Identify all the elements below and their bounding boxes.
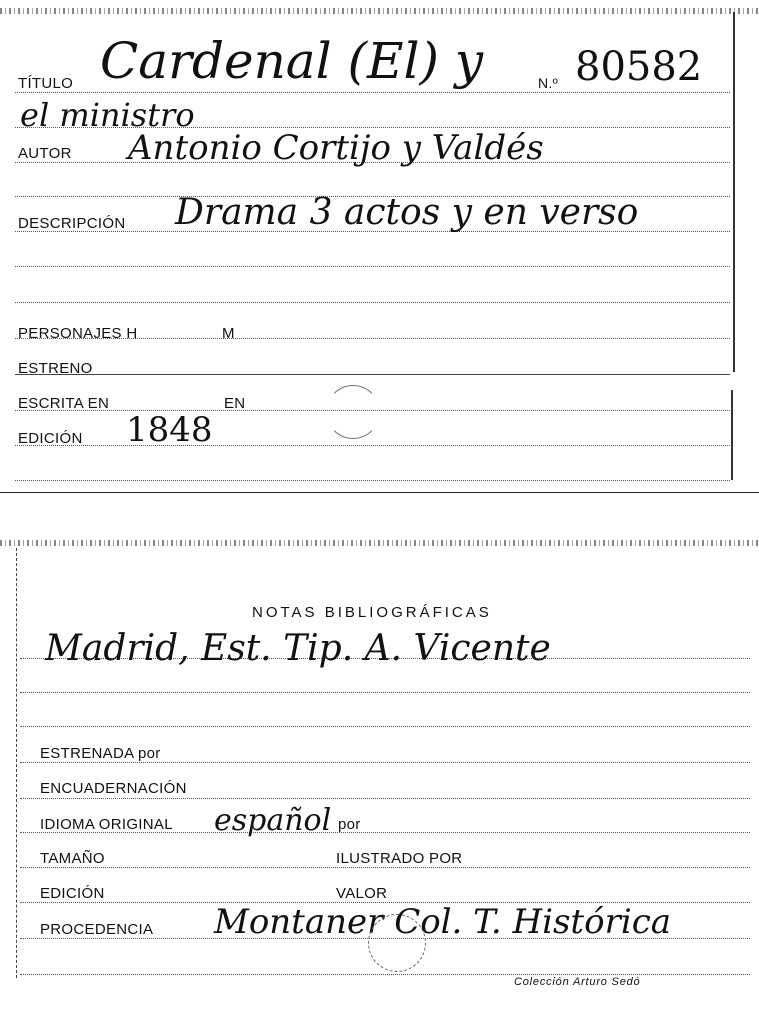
notas-value: Madrid, Est. Tip. A. Vicente (45, 628, 551, 669)
card-top-edge (0, 8, 759, 14)
procedencia-label: PROCEDENCIA (40, 921, 154, 938)
punch-hole (368, 914, 426, 972)
notas-title: NOTAS BIBLIOGRÁFICAS (252, 604, 492, 621)
procedencia-value: Montaner Col. T. Histórica (214, 902, 672, 942)
rule-line (20, 762, 750, 763)
rule-line (20, 692, 750, 693)
edicion-value: 1848 (126, 410, 213, 450)
rule-line (15, 374, 730, 375)
ilustrado-label: ILUSTRADO POR (336, 850, 463, 867)
card-left-border (16, 548, 17, 978)
numero-value: 80582 (575, 44, 703, 90)
titulo-value: Cardenal (El) y (100, 32, 484, 90)
personajes-m-label: M (222, 325, 235, 342)
card-right-border-lower (731, 390, 733, 480)
tamano-label: TAMAÑO (40, 850, 105, 867)
catalog-card-front (0, 0, 759, 490)
descripcion-value: Drama 3 actos y en verso (175, 192, 639, 233)
edicion-label: EDICIÓN (18, 430, 83, 447)
personajes-label: PERSONAJES H (18, 325, 138, 342)
rule-line (20, 974, 750, 975)
rule-line (20, 726, 750, 727)
card-right-border (733, 12, 735, 372)
card-separator (0, 492, 759, 493)
rule-line (20, 867, 750, 868)
edicion-label: EDICIÓN (40, 885, 105, 902)
escrita-en-place-label: EN (224, 395, 246, 412)
rule-line (15, 302, 730, 303)
autor-value: Antonio Cortijo y Valdés (128, 128, 544, 168)
rule-line (15, 445, 730, 446)
valor-label: VALOR (336, 885, 388, 902)
escrita-en-label: ESCRITA EN (18, 395, 110, 412)
encuadernacion-label: ENCUADERNACIÓN (40, 780, 187, 797)
collection-credit: Colección Arturo Sedó (514, 976, 641, 988)
estrenada-label: ESTRENADA por (40, 745, 161, 762)
rule-line (15, 480, 730, 481)
titulo-label: TÍTULO (18, 75, 74, 92)
rule-line (15, 266, 730, 267)
rule-line (20, 798, 750, 799)
autor-label: AUTOR (18, 145, 72, 162)
card-top-edge (0, 540, 759, 546)
catalog-card-back (0, 540, 759, 1028)
idioma-value: español (214, 803, 332, 838)
idioma-por-label: por (338, 816, 361, 833)
rule-line (15, 92, 730, 93)
descripcion-label: DESCRIPCIÓN (18, 215, 126, 232)
numero-label: N.º (538, 75, 559, 91)
titulo-value-continued: el ministro (20, 96, 195, 134)
punch-hole (326, 385, 380, 439)
idioma-label: IDIOMA ORIGINAL (40, 816, 173, 833)
estreno-label: ESTRENO (18, 360, 93, 377)
